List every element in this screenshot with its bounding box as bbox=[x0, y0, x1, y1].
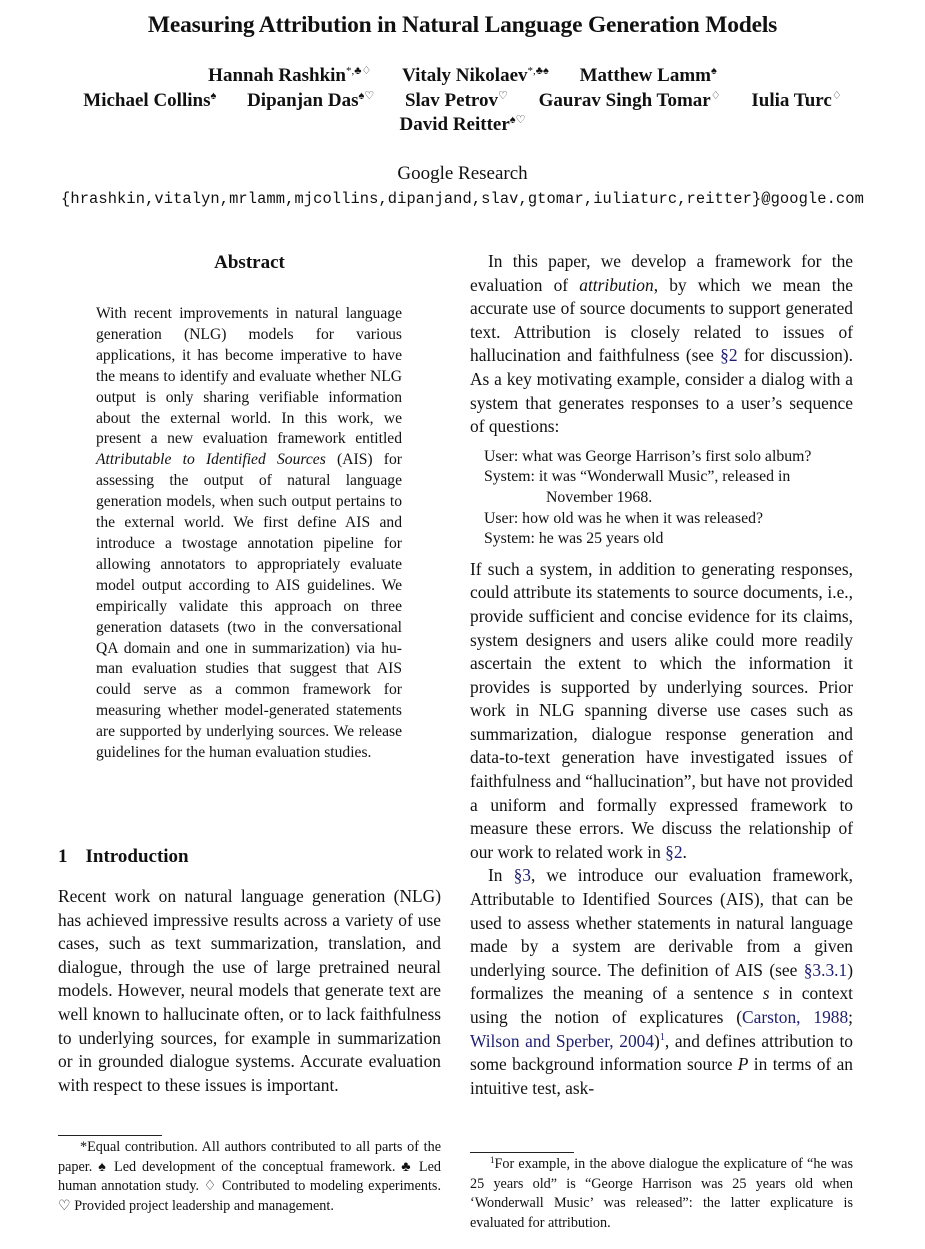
citation-link[interactable]: Wilson and Sperber, 2004 bbox=[470, 1030, 655, 1051]
author: Gaurav Singh Tomar♢ bbox=[538, 89, 721, 111]
author: David Reitter♠♡ bbox=[399, 114, 526, 135]
example-dialog bbox=[484, 447, 853, 550]
left-column bbox=[58, 250, 441, 764]
author-line-2 bbox=[0, 89, 925, 114]
author-line-3 bbox=[0, 113, 925, 138]
dialog-turn: User: how old was he when it was released? bbox=[484, 509, 763, 527]
section-link[interactable]: §2 bbox=[665, 841, 683, 862]
paper-title: Measuring Attribution in Natural Language Generation Models bbox=[147, 12, 778, 38]
author: Hannah Rashkin*,♣♢ bbox=[208, 65, 372, 86]
author-line-1 bbox=[0, 64, 925, 89]
footnote-contributions: *Equal contribution. All authors contributed to all parts of the paper. ♠ Led development of the conceptual framework. ♣ Led human annotation study. ♢ Contributed to modeling experiments. ♡ Provided project leadership and management. bbox=[58, 1139, 441, 1214]
dialog-turn: System: he was 25 years old bbox=[484, 530, 664, 548]
abstract-text: With recent improvements in natural language generation (NLG) models for various applications, it has become imperative to have the means to identify and evaluate whether NLG output is only sharing verifiable information about the external world. In this work, we present a new evaluation framework entitled Attributable to Identified Sources (AIS) for assessing the output of natural language generation models, when such output pertains to the external world. We first define AIS and introduce a twostage annotation pipeline for allowing annotators to appropriately evaluate model output according to AIS guidelines. We empirically validate this approach on three generation datasets (two in the conversational QA domain and one in summarization) via human evaluation studies that suggest that AIS could serve as a common framework for measuring whether model-generated statements are supported by underlying sources. We release guidelines for the human evaluation studies. bbox=[96, 305, 402, 762]
paragraph-framework: In this paper, we develop a framework for the evaluation of attribution, by which we mean the accurate use of source documents to support generated text. Attribution is closely related to issues of hallucination and faithfulness (see §2 for discussion). As a key motivating example, consider a dialog with a system that generates responses to a user’s sequence of questions: bbox=[470, 251, 853, 437]
paragraph-motivation: If such a system, in addition to generating responses, could attribute its statements to source documents, i.e., provide sufficient and concise evidence for its claims, system designers and users alike could more readily ascertain the extent to which the information it provides is supported by underlying sources. Prior work in NLG spanning diverse use cases such as summarization, dialogue response generation and data-to-text generation have investigated issues of faithfulness and “hallucination”, but have not provided a uniform and formally expressed framework to measure these errors. We discuss the relationship of our work to related work in §2. bbox=[470, 558, 853, 862]
abstract-heading: Abstract bbox=[214, 252, 285, 273]
dialog-turn: System: it was “Wonderwall Music”, released in bbox=[484, 468, 791, 486]
footnote-1: $^1$For example, in the above dialogue the explicature of “he was 25 years old” is “George Harrison was 25 years old when ‘Wonderwall Music’ was released”: the latter explicature is evaluated for attribution. bbox=[470, 1155, 853, 1231]
author: Iulia Turc♢ bbox=[751, 89, 842, 111]
section-link[interactable]: §2 bbox=[720, 345, 738, 366]
author-list bbox=[0, 64, 925, 138]
section-link[interactable]: §3 bbox=[513, 865, 531, 886]
author: Vitaly Nikolaev*,♣♠ bbox=[402, 65, 549, 86]
citation-link[interactable]: Carston, 1988 bbox=[742, 1007, 849, 1027]
author-emails: {hrashkin,vitalyn,mrlamm,mjcollins,dipanjand,slav,gtomar,iuliaturc,reitter}@google.com bbox=[61, 190, 864, 208]
paragraph-ais-intro: In §3, we introduce our evaluation framework, Attributable to Identified Sources (AIS), that can be used to assess whether statements in natural language made by a system are derivable from a given underlying source. The definition of AIS (see §3.3.1) formalizes the meaning of a sentence s in context using the notion of explicatures (Carston, 1988; Wilson and Sperber, 2004)$^1$, and defines attribution to some background information source P in terms of an intuitive test, ask- bbox=[470, 865, 853, 1098]
affiliation: Google Research bbox=[397, 163, 528, 184]
dialog-turn-continuation: November 1968. bbox=[546, 488, 653, 506]
section-link[interactable]: §3.3.1 bbox=[803, 959, 848, 980]
author: Dipanjan Das♠♡ bbox=[247, 89, 375, 111]
footnote-marker[interactable]: 1 bbox=[659, 1031, 665, 1043]
section-heading-introduction: 1 Introduction bbox=[58, 846, 189, 867]
author: Matthew Lamm♠ bbox=[579, 65, 717, 86]
footnote-divider bbox=[470, 1152, 574, 1153]
footnote-divider bbox=[58, 1135, 162, 1136]
right-column bbox=[470, 250, 853, 1100]
dialog-turn: User: what was George Harrison’s first solo album? bbox=[484, 447, 812, 465]
author: Michael Collins♠ bbox=[83, 89, 217, 111]
author: Slav Petrov♡ bbox=[404, 89, 508, 111]
introduction-paragraph: Recent work on natural language generation (NLG) has achieved impressive results across a variety of use cases, such as text summarization, translation, and dialogue, through the use of large pretrained neural models. However, neural models that generate text are well known to hallucinate often, or to lack faithfulness to underlying sources, for example in summarization or in grounded dialogue systems. Accurate evaluation with respect to these issues is important. bbox=[58, 886, 441, 1095]
